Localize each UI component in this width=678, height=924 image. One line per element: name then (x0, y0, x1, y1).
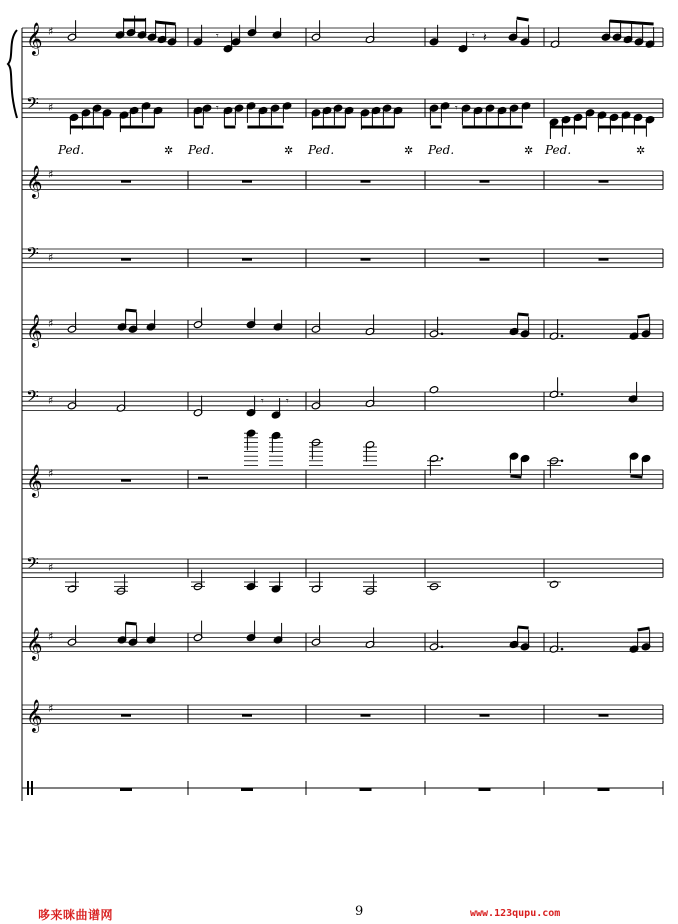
key-signature-sharp: ♯ (48, 101, 54, 114)
pedal-release-mark: ✲ (636, 144, 646, 157)
staff-instrument-7 (22, 470, 663, 488)
whole-rest (598, 788, 610, 791)
key-signature-sharp: ♯ (48, 394, 54, 407)
treble-clef-icon: 𝄞 (26, 314, 43, 347)
beam (610, 21, 654, 24)
whole-rest (120, 788, 132, 791)
treble-clef-icon: 𝄞 (26, 699, 43, 732)
staff-percussion (22, 781, 663, 795)
whole-rest (121, 180, 131, 183)
whole-rest (242, 180, 252, 183)
site-watermark-url: www.123qupu.com (470, 908, 561, 919)
beam (518, 627, 529, 628)
key-signature-sharp: ♯ (48, 467, 54, 480)
eighth-rest: 𝄾 (455, 103, 458, 114)
treble-clef-icon: 𝄞 (26, 627, 43, 660)
whole-rest (480, 714, 490, 717)
bass-clef-icon: 𝄢 (26, 243, 39, 267)
treble-clef-icon: 𝄞 (26, 464, 43, 497)
whole-rest (480, 180, 490, 183)
whole-rest (241, 788, 253, 791)
whole-rest (599, 180, 609, 183)
staff-instrument-10 (22, 705, 663, 723)
staff-instrument-8 (22, 559, 663, 577)
key-signature-sharp: ♯ (48, 168, 54, 181)
augmentation-dot (441, 646, 444, 649)
pedal-release-mark: ✲ (524, 144, 534, 157)
treble-clef-icon: 𝄞 (26, 22, 43, 55)
grand-staff-brace (8, 30, 17, 118)
augmentation-dot (561, 335, 564, 338)
pedal-release-mark: ✲ (284, 144, 294, 157)
beam (518, 314, 529, 315)
half-rest (198, 477, 208, 480)
key-signature-sharp: ♯ (48, 251, 54, 264)
whole-rest (599, 258, 609, 261)
whole-rest (361, 180, 371, 183)
eighth-rest: 𝄾 (216, 31, 219, 42)
pedal-down-mark: Ped. (308, 143, 335, 157)
pedal-release-mark: ✲ (404, 144, 414, 157)
key-signature-sharp: ♯ (48, 25, 54, 38)
beam (126, 310, 137, 311)
site-watermark-chinese: 哆来咪曲谱网 (38, 908, 114, 922)
note-head (429, 386, 439, 394)
bass-clef-icon: 𝄢 (26, 386, 39, 410)
eighth-rest: 𝄾 (261, 396, 264, 407)
whole-rest (480, 258, 490, 261)
pedal-down-mark: Ped. (188, 143, 215, 157)
key-signature-sharp: ♯ (48, 630, 54, 643)
key-signature-sharp: ♯ (48, 317, 54, 330)
augmentation-dot (561, 393, 564, 396)
whole-rest (361, 258, 371, 261)
augmentation-dot (561, 460, 564, 463)
eighth-rest: 𝄾 (472, 31, 475, 42)
beam (638, 628, 650, 630)
page-number: 9 (355, 904, 364, 919)
bass-clef-icon: 𝄢 (26, 93, 39, 117)
augmentation-dot (561, 648, 564, 651)
whole-rest (242, 714, 252, 717)
eighth-rest: 𝄾 (216, 103, 219, 114)
beam (638, 315, 650, 317)
whole-rest (121, 258, 131, 261)
pedal-down-mark: Ped. (545, 143, 572, 157)
whole-rest (121, 479, 131, 482)
beam (510, 476, 521, 477)
bass-clef-icon: 𝄢 (26, 553, 39, 577)
whole-rest (479, 788, 491, 791)
note-head (549, 580, 559, 588)
treble-clef-icon: 𝄞 (26, 165, 43, 198)
whole-rest (599, 714, 609, 717)
whole-rest (121, 714, 131, 717)
whole-rest (360, 788, 372, 791)
beam (517, 18, 529, 20)
staff-instrument-3 (22, 171, 663, 189)
key-signature-sharp: ♯ (48, 702, 54, 715)
beam (156, 22, 176, 24)
whole-rest (361, 714, 371, 717)
quarter-rest: 𝄽 (483, 30, 487, 44)
staff-instrument-4 (22, 249, 663, 267)
pedal-down-mark: Ped. (428, 143, 455, 157)
pedal-release-mark: ✲ (164, 144, 174, 157)
eighth-rest: 𝄾 (286, 396, 289, 407)
whole-rest (242, 258, 252, 261)
key-signature-sharp: ♯ (48, 561, 54, 574)
augmentation-dot (441, 333, 444, 336)
beam (630, 476, 642, 477)
pedal-down-mark: Ped. (58, 143, 85, 157)
beam (126, 623, 137, 624)
augmentation-dot (441, 457, 444, 460)
